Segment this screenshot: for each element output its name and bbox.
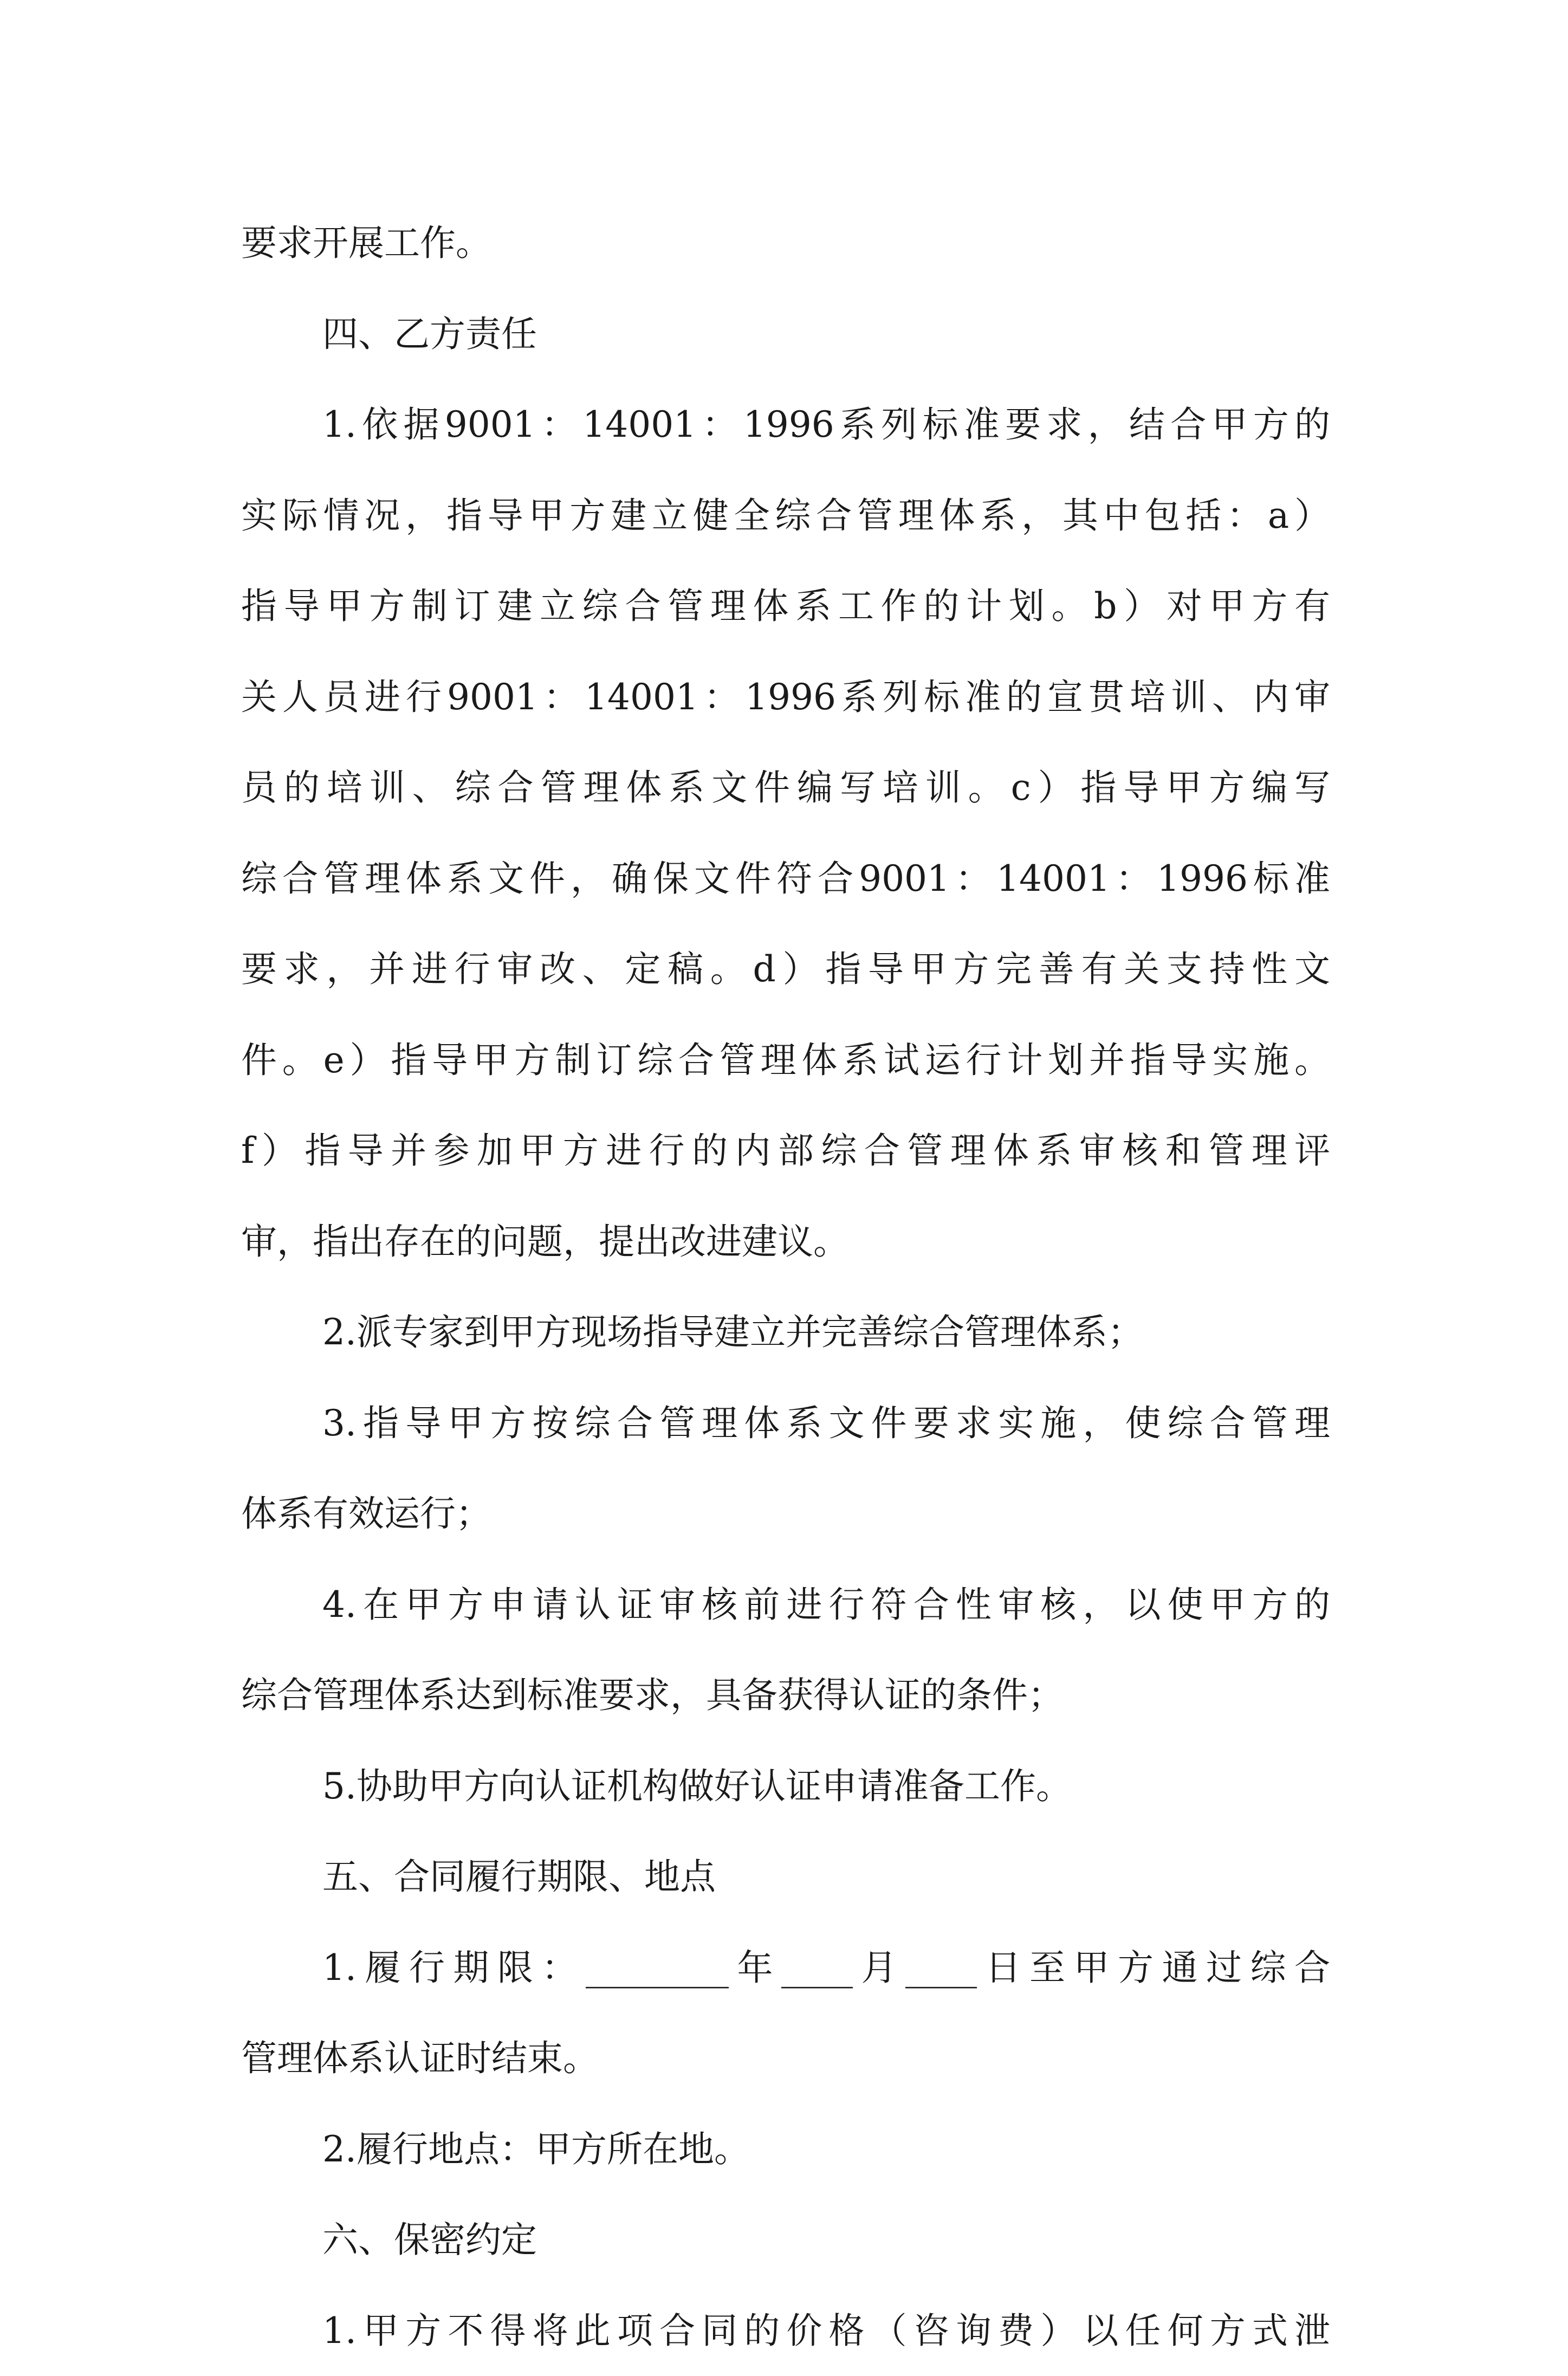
text-line: 综合管理体系文件，确保文件符合9001：14001：1996标准 <box>241 833 1330 924</box>
text-line: 综合管理体系达到标准要求，具备获得认证的条件； <box>241 1650 1330 1741</box>
text-line: 2.履行地点：甲方所在地。 <box>241 2104 1330 2195</box>
text-line: 5.协助甲方向认证机构做好认证申请准备工作。 <box>241 1741 1330 1832</box>
text-line: 3.指导甲方按综合管理体系文件要求实施，使综合管理 <box>241 1378 1330 1469</box>
text-line: 1.履行期限：________年____月____日至甲方通过综合 <box>241 1922 1330 2014</box>
text-line: 审，指出存在的问题，提出改进建议。 <box>241 1196 1330 1287</box>
text-line: 员的培训、综合管理体系文件编写培训。c）指导甲方编写 <box>241 742 1330 833</box>
section-heading-party-b-responsibilities: 四、乙方责任 <box>241 289 1330 380</box>
document-body <box>241 198 1330 2376</box>
text-line: 管理体系认证时结束。 <box>241 2013 1330 2104</box>
text-line: 实际情况，指导甲方建立健全综合管理体系，其中包括：a） <box>241 470 1330 561</box>
text-line: 2.派专家到甲方现场指导建立并完善综合管理体系； <box>241 1287 1330 1378</box>
text-line: 指导甲方制订建立综合管理体系工作的计划。b）对甲方有 <box>241 561 1330 652</box>
text-line: 要求，并进行审改、定稿。d）指导甲方完善有关支持性文 <box>241 924 1330 1015</box>
text-line: 关人员进行9001：14001：1996系列标准的宣贯培训、内审 <box>241 652 1330 743</box>
section-heading-confidentiality: 六、保密约定 <box>241 2194 1330 2286</box>
text-line: 体系有效运行； <box>241 1468 1330 1559</box>
text-line: f）指导并参加甲方进行的内部综合管理体系审核和管理评 <box>241 1105 1330 1196</box>
text-line: 1.依据9001：14001：1996系列标准要求，结合甲方的 <box>241 379 1330 470</box>
section-heading-term-and-place: 五、合同履行期限、地点 <box>241 1831 1330 1922</box>
text-line: 4.在甲方申请认证审核前进行符合性审核，以使甲方的 <box>241 1559 1330 1650</box>
text-line: 件。e）指导甲方制订综合管理体系试运行计划并指导实施。 <box>241 1015 1330 1106</box>
text-line: 要求开展工作。 <box>241 198 1330 289</box>
text-line: 1.甲方不得将此项合同的价格（咨询费）以任何方式泄 <box>241 2286 1330 2376</box>
